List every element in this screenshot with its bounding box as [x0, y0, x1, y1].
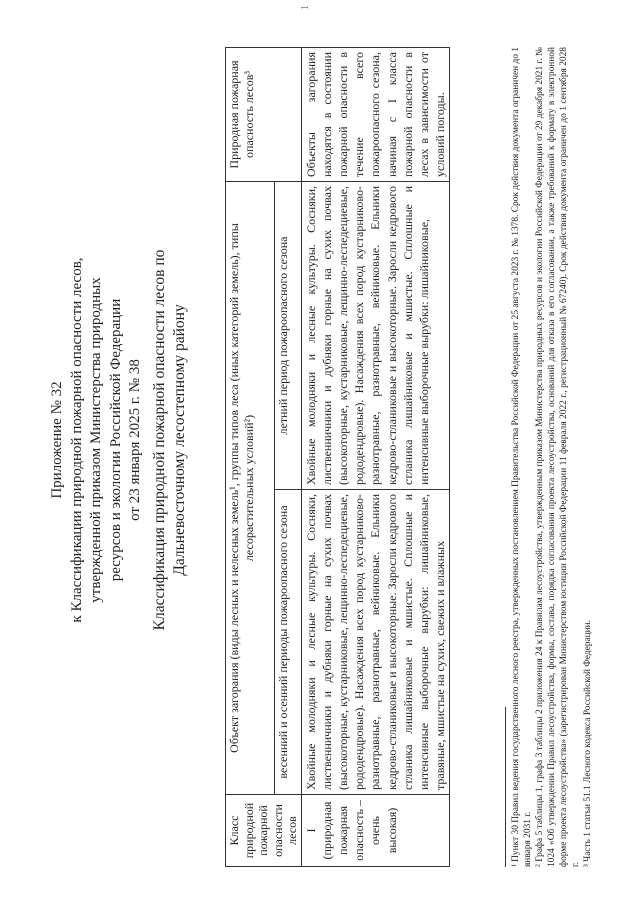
- table-row: [301, 48, 450, 867]
- cell-summer: Хвойные молодняки и лесные культуры. Сосняки, лиственничники и дубняки горные на сухих почвах (высокоторные, кустарниковые, лещинно-леспедециевые, рододендровые). Насаждения всех пород кустарниково-разнотравные, разнотравные, вейниковые. Ельники кедрово-стланиковые и высокоторные. Заросли кедрового стланика лишайниковые и мшистые. Сплошные и интенсивные выборочные вырубки: лишайниковые,: [301, 182, 450, 490]
- footnote-divider: [505, 707, 506, 867]
- footnote-2: ² Графа 5 таблицы 1, графа 3 таблицы 2 приложения 24 к Правилам лесоустройства, утвержденным приказом Министерства природных ресурсов и экологии Российской Федерации от 29 декабря 2021 г. № 1024 «Об утверждении Правил лесоустройства, формы, состава, порядка согласования проекта лесоустройства, оснований для отказа в его согласовании, а также требований к формату в электронной форме проекта лесоустройства» (зарегистрирован Министерством юстиции Российской Федерации 11 февраля 2022 г., регистрационный № 67240). Срок действия документа ограничен до 1 сентября 2028 г.: [535, 47, 581, 867]
- header-class: Класс природной пожарной опасности лесов: [226, 795, 302, 867]
- appendix-reference: к Классификации природной пожарной опасности лесов,: [68, 257, 85, 623]
- table-header-row: [226, 48, 275, 867]
- cell-hazard: Объекты загорания находятся в состоянии пожарной опасности в течение всего пожароопасного сезона, начиная с I класса пожарной опасности в лесах в зависимости от условий погоды.: [301, 48, 450, 182]
- appendix-date: от 23 января 2025 г. № 38: [127, 359, 143, 521]
- appendix-ministry: ресурсов и экологии Российской Федерации: [107, 298, 124, 582]
- title-line-2: Дальневосточному лесостепному району: [170, 304, 188, 576]
- header-objects: Объект загорания (виды лесных и нелесных земель¹, группы типов леса (иных категорий земель), типы лесорастительных условий²): [226, 182, 275, 795]
- document-title: [150, 175, 189, 705]
- appendix-header: [48, 160, 146, 720]
- appendix-approval: утвержденной приказом Министерства природных: [88, 277, 104, 603]
- footnotes: [510, 47, 594, 867]
- cell-spring-autumn: Хвойные молодняки и лесные культуры. Сосняки, лиственничники и дубняки горные на сухих почвах (высокоторные, кустарниковые, лещинно-леспедециевые, рододендровые). Насаждения всех пород кустарниково-разнотравные, разнотравные, вейниковые. Ельники кедрово-стланиковые и высокоторные. Заросли кедрового стланика лишайниковые и мшистые. Сплошные и интенсивные выборочные вырубки: лишайниковые, травяные, мшистые на сухих, свежих и влажных: [301, 490, 450, 795]
- classification-table: [225, 47, 450, 867]
- appendix-number: Приложение № 32: [49, 381, 65, 499]
- footnote-1: ¹ Пункт 30 Правил ведения государственного лесного реестра, утвержденных постановлением Правительства Российской Федерации от 25 августа 2023 г. № 1378. Срок действия документа ограничен до 1 января 2031 г.: [511, 47, 533, 867]
- header-spring-autumn: весенний и осенний периоды пожароопасного сезона: [274, 490, 301, 795]
- title-line-1: Классификация природной пожарной опасности лесов по: [151, 249, 168, 631]
- header-summer: летний период пожароопасного сезона: [274, 182, 301, 490]
- header-hazard: Природная пожарная опасность лесов³: [226, 48, 302, 182]
- page-number: 1: [300, 5, 311, 10]
- footnote-3: ³ Часть 1 статьи 51.1 Лесного кодекса Российской Федерации.: [583, 620, 593, 867]
- cell-class: I (природная пожарная опасность – очень высокая): [301, 795, 450, 867]
